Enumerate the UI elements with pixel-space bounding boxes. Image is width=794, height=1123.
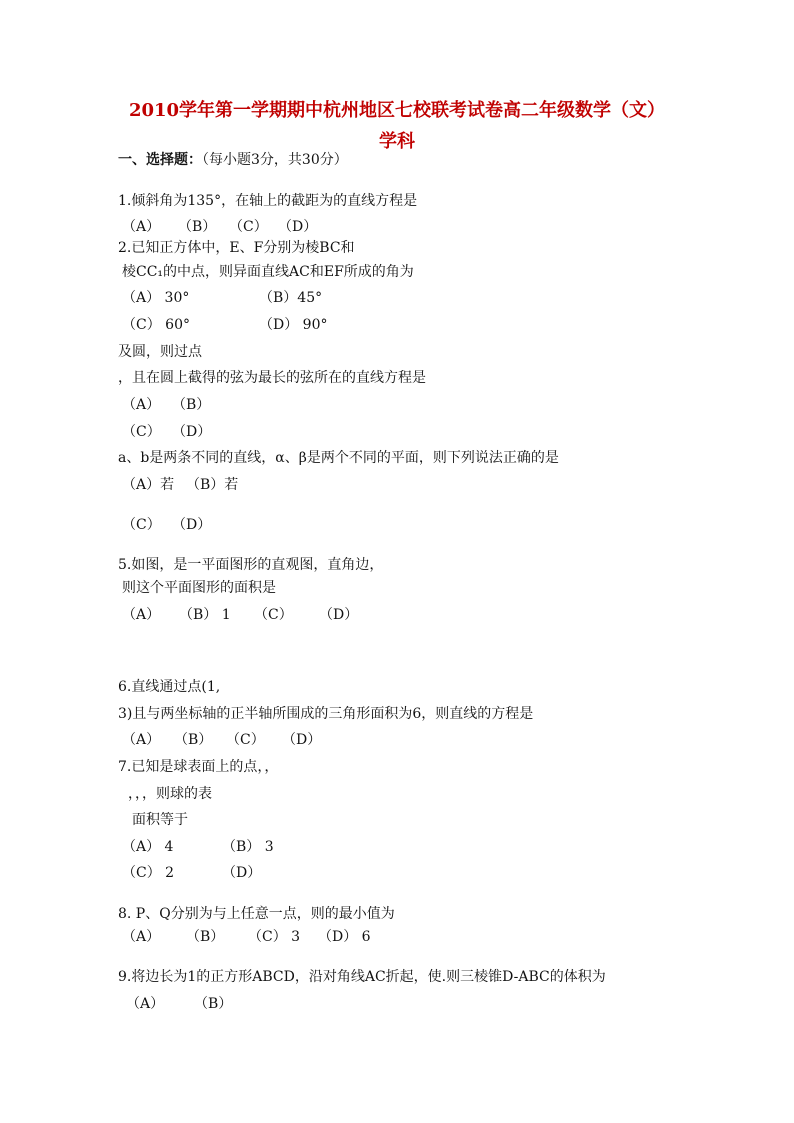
q3-option-b: （B）	[172, 397, 211, 413]
question-7-line2: ，，，则球的表	[128, 786, 212, 802]
question-7-line1: 7.已知是球表面上的点，，	[118, 759, 279, 775]
q2-option-b: （B）45°	[259, 290, 323, 306]
document-title-line1: 2010学年第一学期期中杭州地区七校联考试卷高二年级数学（文）	[128, 100, 666, 121]
q3-option-d: （D）	[172, 424, 212, 440]
section-note: （每小题3分，共30分）	[202, 152, 348, 168]
question-5-line1: 5.如图，是一平面图形的直观图，直角边，	[118, 557, 384, 573]
q7-option-c: （C） 2	[122, 865, 175, 881]
question-4-text: a、b是两条不同的直线，α、β是两个不同的平面，则下列说法正确的是	[118, 450, 559, 466]
q7-option-b: （B） 3	[222, 839, 274, 855]
section-heading	[118, 152, 348, 168]
q6-option-d: （D）	[282, 732, 322, 748]
question-8-text: 8. P、Q分别为与上任意一点，则的最小值为	[118, 906, 395, 922]
q6-option-b: （B）	[174, 732, 213, 748]
q1-option-c: （C）	[229, 219, 268, 235]
q8-option-c: （C） 3	[248, 929, 301, 945]
q2-option-d: （D） 90°	[259, 317, 328, 333]
q4-option-c: （C）	[122, 517, 161, 533]
document-title-line2: 学科	[379, 131, 415, 152]
q6-option-c: （C）	[226, 732, 265, 748]
question-3-line1: 及圆，则过点	[118, 344, 202, 360]
question-6-line1: 6.直线通过点(1,	[118, 679, 221, 695]
question-7-line3: 面积等于	[132, 812, 188, 828]
question-6-line2: 3)且与两坐标轴的正半轴所围成的三角形面积为6，则直线的方程是	[118, 706, 534, 722]
section-label: 一、选择题：	[118, 152, 202, 168]
question-2-line1: 2.已知正方体中，E、F分别为棱BC和	[118, 240, 355, 256]
q4-option-a: （A）若	[122, 477, 175, 493]
q9-option-a: （A）	[126, 996, 165, 1012]
q4-option-d: （D）	[172, 517, 212, 533]
q8-option-b: （B）	[186, 929, 225, 945]
q2-option-a: （A） 30°	[122, 290, 190, 306]
q4-option-b: （B）若	[186, 477, 239, 493]
q5-option-d: （D）	[319, 607, 359, 623]
q5-option-b: （B） 1	[179, 607, 231, 623]
q5-option-c: （C）	[254, 607, 293, 623]
q8-option-d: （D） 6	[318, 929, 371, 945]
q5-option-a: （A）	[122, 607, 161, 623]
q9-option-b: （B）	[194, 996, 233, 1012]
q1-option-b: （B）	[178, 219, 217, 235]
q7-option-d: （D）	[222, 865, 262, 881]
question-5-line2: 则这个平面图形的面积是	[122, 580, 276, 596]
question-2-line2: 棱CC₁的中点，则异面直线AC和EF所成的角为	[122, 264, 414, 280]
q6-option-a: （A）	[122, 732, 161, 748]
q8-option-a: （A）	[122, 929, 161, 945]
q3-option-a: （A）	[122, 397, 161, 413]
question-1-text: 1.倾斜角为135°，在轴上的截距为的直线方程是	[118, 193, 418, 209]
question-9-text: 9.将边长为1的正方形ABCD，沿对角线AC折起，使.则三棱锥D-ABC的体积为	[118, 969, 606, 985]
question-3-line2: ，且在圆上截得的弦为最长的弦所在的直线方程是	[118, 370, 426, 386]
q1-option-d: （D）	[278, 219, 318, 235]
q1-option-a: （A）	[122, 219, 161, 235]
q7-option-a: （A） 4	[122, 839, 174, 855]
q2-option-c: （C） 60°	[122, 317, 190, 333]
q3-option-c: （C）	[122, 424, 161, 440]
